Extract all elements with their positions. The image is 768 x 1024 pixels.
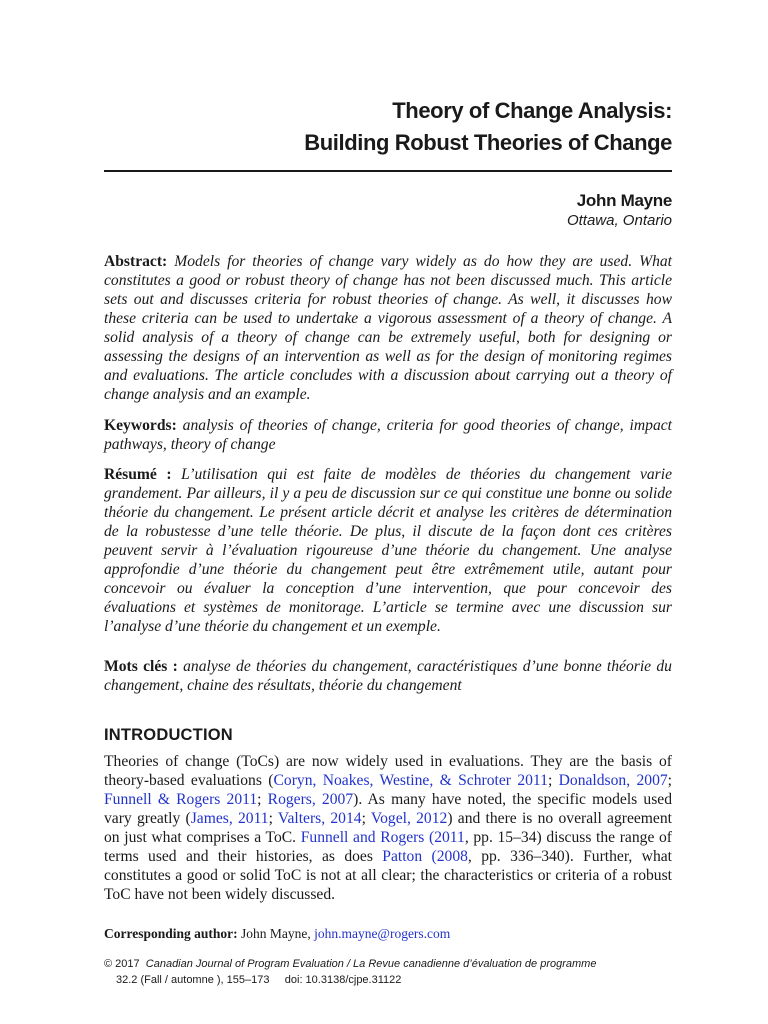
- keywords-label: Keywords:: [104, 417, 177, 434]
- citation-link[interactable]: Patton (2008: [382, 848, 468, 865]
- introduction-paragraph: [104, 752, 672, 904]
- citation-link[interactable]: James, 2011: [190, 810, 269, 827]
- title-rule: [104, 170, 672, 172]
- keywords: [104, 416, 672, 454]
- keywords-text: analysis of theories of change, criteria for good theories of change, impact pathways, theory of change: [104, 417, 672, 453]
- citation-link[interactable]: Vogel, 2012: [370, 810, 448, 827]
- journal-footer: [104, 956, 596, 988]
- email-link[interactable]: john.mayne@rogers.com: [314, 926, 451, 941]
- title-line-1: Theory of Change Analysis:: [392, 98, 672, 123]
- intro-text: ;: [257, 791, 268, 808]
- abstract-text: Models for theories of change vary widely as do how they are used. What constitutes a good or robust theory of change has not been discussed much. This article sets out and discusses criteria for robust theories of change. As well, it discusses how these criteria can be used to undertake a vigorous assessment of a theory of change. A solid analysis of a theory of change can be extremely useful, both for designing or assessing the designs of an intervention as well as for the design of monitoring regimes and evaluations. The article concludes with a discussion about carrying out a theory of change analysis and an example.: [104, 253, 673, 403]
- author-name: John Mayne: [576, 191, 672, 210]
- resume-text: L’utilisation qui est faite de modèles de théories du changement varie grandement. Par ailleurs, il y a peu de discussion sur ce qui constitue une bonne ou solide théorie du changement. Le présent article décrit et analyse les critères de détermination de la robustesse d’une telle théorie. De plus, il discute de la façon dont ces critères peuvent servir à l’évaluation rigoureuse d’une théorie du changement. Une analyse approfondie d’une théorie du changement peut être extrêmement utile, autant pour concevoir ou évaluer la conception d’une intervention, que pour concevoir des évaluations et systèmes de monitorage. L’article se termine avec une discussion sur l’analyse d’une théorie du changement et un exemple.: [104, 466, 672, 635]
- citation-link[interactable]: Donaldson, 2007: [558, 772, 668, 789]
- corresponding-author-name: John Mayne,: [241, 926, 311, 941]
- intro-text: , pp. 336–340). Further, what constitutes a good or solid ToC is not at all clear; the characteristics or criteria of a robust ToC have not been widely discussed.: [104, 848, 672, 903]
- citation-link[interactable]: Valters, 2014: [277, 810, 362, 827]
- intro-text: ) and there is no overall agreement on just what comprises a ToC.: [104, 810, 672, 846]
- intro-text: , pp. 15–34) discuss the range of terms used and their histories, as does: [104, 829, 673, 865]
- intro-text: ;: [361, 810, 371, 827]
- author-affiliation: Ottawa, Ontario: [566, 212, 672, 229]
- copyright: © 2017: [104, 958, 140, 970]
- article-title: [112, 95, 672, 159]
- citation-link[interactable]: Rogers, 2007: [267, 791, 354, 808]
- introduction-heading: INTRODUCTION: [104, 726, 233, 744]
- intro-text: ). As many have noted, the specific models used vary greatly (: [104, 791, 672, 827]
- abstract-label: Abstract:: [104, 253, 168, 270]
- mots-cles-text: analyse de théories du changement, caractéristiques d’une bonne théorie du changement, chaine des résultats, théorie du changement: [104, 658, 672, 694]
- intro-text: ;: [667, 772, 673, 789]
- citation-link[interactable]: Funnell and Rogers (2011: [300, 829, 465, 846]
- intro-text: Theories of change (ToCs) are now widely used in evaluations. They are the basis of theory-based evaluations (: [104, 753, 672, 789]
- mots-cles: [104, 657, 672, 695]
- citation-link[interactable]: Coryn, Noakes, Westine, & Schroter 2011: [273, 772, 548, 789]
- corresponding-author: [104, 926, 450, 942]
- mots-cles-label: Mots clés :: [104, 658, 178, 675]
- citation-link[interactable]: Funnell & Rogers 2011: [104, 791, 258, 808]
- intro-text: ;: [268, 810, 278, 827]
- title-line-2: Building Robust Theories of Change: [304, 130, 672, 155]
- corresponding-author-label: Corresponding author:: [104, 926, 238, 941]
- issue-info: 32.2 (Fall / automne ), 155–173: [116, 974, 270, 986]
- resume: [104, 465, 672, 636]
- resume-label: Résumé :: [104, 466, 172, 483]
- journal-title: Canadian Journal of Program Evaluation / La Revue canadienne d’évaluation de programme: [145, 958, 597, 970]
- doi: doi: 10.3138/cjpe.31122: [284, 974, 402, 986]
- abstract: [104, 252, 672, 404]
- intro-text: ;: [547, 772, 559, 789]
